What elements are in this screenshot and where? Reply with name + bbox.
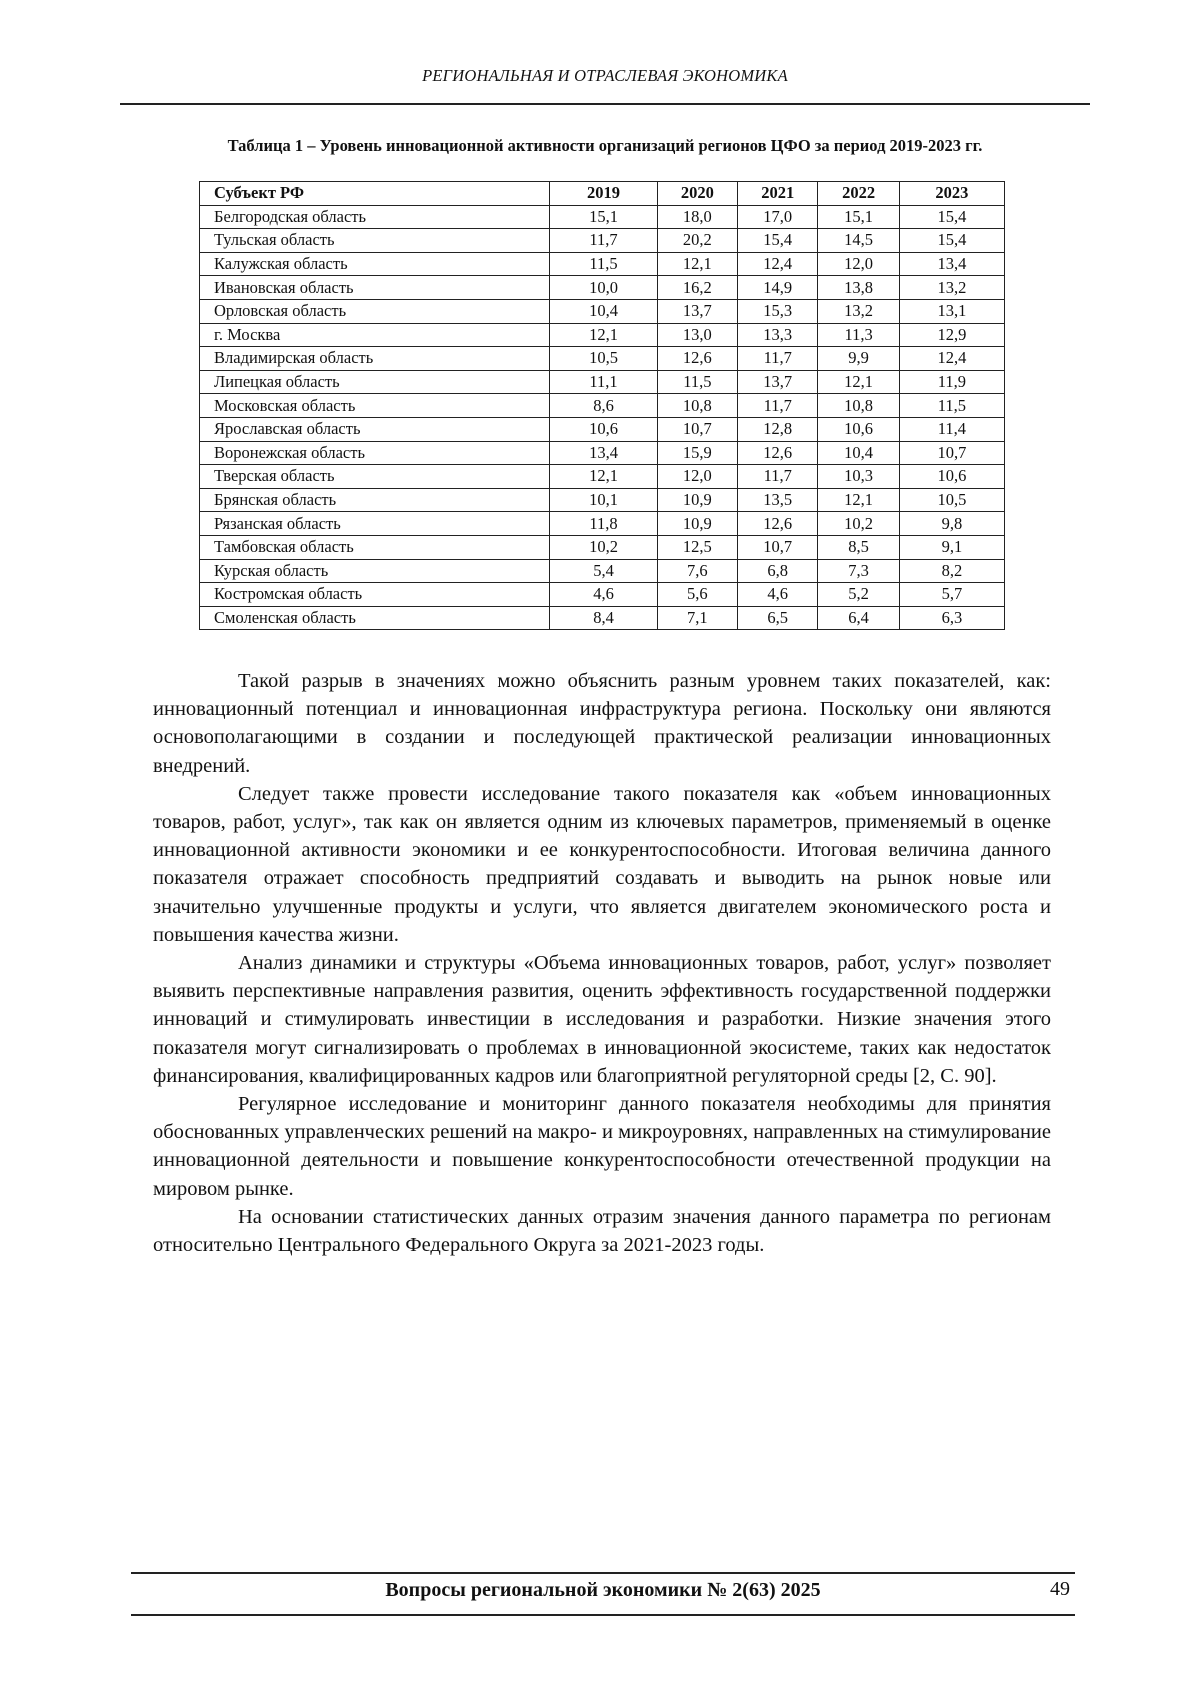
value-cell: 6,3 (899, 606, 1004, 630)
value-cell: 15,9 (657, 441, 737, 465)
region-cell: Московская область (200, 394, 550, 418)
value-cell: 12,0 (657, 465, 737, 489)
table-body (200, 205, 1005, 630)
table-row (200, 535, 1005, 559)
value-cell: 7,6 (657, 559, 737, 583)
value-cell: 5,4 (550, 559, 657, 583)
value-cell: 10,9 (657, 488, 737, 512)
value-cell: 12,1 (550, 465, 657, 489)
region-cell: Липецкая область (200, 370, 550, 394)
value-cell: 10,1 (550, 488, 657, 512)
value-cell: 17,0 (738, 205, 818, 229)
table-row (200, 559, 1005, 583)
region-cell: Владимирская область (200, 347, 550, 371)
region-cell: Тульская область (200, 229, 550, 253)
region-cell: Белгородская область (200, 205, 550, 229)
value-cell: 7,1 (657, 606, 737, 630)
value-cell: 10,0 (550, 276, 657, 300)
region-cell: Тамбовская область (200, 535, 550, 559)
value-cell: 12,6 (738, 512, 818, 536)
value-cell: 10,5 (899, 488, 1004, 512)
value-cell: 10,4 (550, 299, 657, 323)
value-cell: 9,1 (899, 535, 1004, 559)
column-header: 2020 (657, 182, 737, 206)
value-cell: 10,5 (550, 347, 657, 371)
value-cell: 13,5 (738, 488, 818, 512)
page-number: 49 (1050, 1578, 1070, 1600)
innovation-activity-table (199, 181, 1005, 630)
value-cell: 20,2 (657, 229, 737, 253)
value-cell: 10,7 (738, 535, 818, 559)
value-cell: 4,6 (738, 583, 818, 607)
value-cell: 8,6 (550, 394, 657, 418)
value-cell: 13,3 (738, 323, 818, 347)
value-cell: 12,1 (657, 252, 737, 276)
value-cell: 13,8 (818, 276, 899, 300)
table-row (200, 370, 1005, 394)
region-cell: Рязанская область (200, 512, 550, 536)
region-cell: Орловская область (200, 299, 550, 323)
value-cell: 10,7 (899, 441, 1004, 465)
table-caption: Таблица 1 – Уровень инновационной активности организаций регионов ЦФО за период 2019-2023 гг. (227, 136, 983, 155)
value-cell: 12,6 (657, 347, 737, 371)
value-cell: 12,1 (550, 323, 657, 347)
value-cell: 12,1 (818, 370, 899, 394)
value-cell: 13,4 (899, 252, 1004, 276)
value-cell: 10,4 (818, 441, 899, 465)
region-cell: Калужская область (200, 252, 550, 276)
value-cell: 13,1 (899, 299, 1004, 323)
value-cell: 11,7 (550, 229, 657, 253)
value-cell: 10,6 (899, 465, 1004, 489)
value-cell: 13,0 (657, 323, 737, 347)
value-cell: 6,8 (738, 559, 818, 583)
value-cell: 8,2 (899, 559, 1004, 583)
column-header: Субъект РФ (200, 182, 550, 206)
table-row (200, 512, 1005, 536)
value-cell: 6,4 (818, 606, 899, 630)
value-cell: 7,3 (818, 559, 899, 583)
value-cell: 12,5 (657, 535, 737, 559)
table-row (200, 229, 1005, 253)
value-cell: 10,8 (818, 394, 899, 418)
value-cell: 15,1 (818, 205, 899, 229)
value-cell: 13,2 (899, 276, 1004, 300)
value-cell: 10,6 (818, 417, 899, 441)
paragraph: Регулярное исследование и мониторинг данного показателя необходимы для принятия обоснованных управленческих решений на макро- и микроуровнях, направленных на стимулирование инновационной деятельности и повышение конкурентоспособности отечественной продукции на мировом рынке. (153, 1093, 1051, 1200)
paragraph: Следует также провести исследование такого показателя как «объем инновационных товаров, работ, услуг», так как он является одним из ключевых параметров, применяемый в оценке инновационной активности экономики и ее конкурентоспособности. Итоговая величина данного показателя отражает способность предприятий создавать и выводить на рынок новые или значительно улучшенные продукты и услуги, что является двигателем экономического роста и повышения качества жизни. (153, 782, 1051, 946)
value-cell: 11,9 (899, 370, 1004, 394)
value-cell: 12,9 (899, 323, 1004, 347)
table-row (200, 488, 1005, 512)
region-cell: Тверская область (200, 465, 550, 489)
value-cell: 11,5 (899, 394, 1004, 418)
table-row (200, 606, 1005, 630)
region-cell: Воронежская область (200, 441, 550, 465)
value-cell: 13,2 (818, 299, 899, 323)
value-cell: 11,5 (550, 252, 657, 276)
value-cell: 13,7 (657, 299, 737, 323)
value-cell: 15,4 (899, 229, 1004, 253)
value-cell: 10,2 (818, 512, 899, 536)
value-cell: 11,1 (550, 370, 657, 394)
value-cell: 10,8 (657, 394, 737, 418)
value-cell: 10,7 (657, 417, 737, 441)
value-cell: 13,7 (738, 370, 818, 394)
table-row (200, 276, 1005, 300)
value-cell: 13,4 (550, 441, 657, 465)
table-row (200, 252, 1005, 276)
value-cell: 5,7 (899, 583, 1004, 607)
value-cell: 11,8 (550, 512, 657, 536)
table-row (200, 465, 1005, 489)
value-cell: 14,9 (738, 276, 818, 300)
table-row (200, 583, 1005, 607)
value-cell: 10,9 (657, 512, 737, 536)
value-cell: 12,8 (738, 417, 818, 441)
value-cell: 5,2 (818, 583, 899, 607)
table-row (200, 441, 1005, 465)
paragraph: Анализ динамики и структуры «Объема инновационных товаров, работ, услуг» позволяет выявить перспективные направления развития, оценить эффективность государственной поддержки инноваций и стимулировать инвестиции в исследования и разработки. Низкие значения этого показателя могут сигнализировать о проблемах в инновационной экосистеме, таких как недостаток финансирования, квалифицированных кадров или благоприятной регуляторной среды [2, С. 90]. (153, 952, 1051, 1087)
value-cell: 18,0 (657, 205, 737, 229)
value-cell: 6,5 (738, 606, 818, 630)
footer-rule-bottom (131, 1614, 1075, 1616)
value-cell: 11,7 (738, 465, 818, 489)
body-text (153, 667, 1051, 1259)
value-cell: 14,5 (818, 229, 899, 253)
value-cell: 5,6 (657, 583, 737, 607)
region-cell: Ивановская область (200, 276, 550, 300)
paragraph: На основании статистических данных отразим значения данного параметра по регионам относительно Центрального Федерального Округа за 2021-2023 годы. (153, 1205, 1051, 1257)
value-cell: 8,5 (818, 535, 899, 559)
header-rule (120, 103, 1090, 105)
value-cell: 11,3 (818, 323, 899, 347)
value-cell: 15,3 (738, 299, 818, 323)
value-cell: 10,6 (550, 417, 657, 441)
region-cell: Смоленская область (200, 606, 550, 630)
region-cell: Брянская область (200, 488, 550, 512)
value-cell: 9,8 (899, 512, 1004, 536)
value-cell: 15,4 (738, 229, 818, 253)
region-cell: г. Москва (200, 323, 550, 347)
region-cell: Костромская область (200, 583, 550, 607)
table-header-row (200, 182, 1005, 206)
column-header: 2021 (738, 182, 818, 206)
paragraph: Такой разрыв в значениях можно объяснить разным уровнем таких показателей, как: инновационный потенциал и инновационная инфраструктура региона. Поскольку они являются основополагающими в создании и последующей практической реализации инновационных внедрений. (153, 670, 1051, 777)
value-cell: 15,4 (899, 205, 1004, 229)
value-cell: 12,4 (738, 252, 818, 276)
value-cell: 12,1 (818, 488, 899, 512)
footer-rule-top (131, 1572, 1075, 1574)
table-row (200, 417, 1005, 441)
value-cell: 9,9 (818, 347, 899, 371)
region-cell: Курская область (200, 559, 550, 583)
value-cell: 12,6 (738, 441, 818, 465)
value-cell: 11,5 (657, 370, 737, 394)
footer-journal-title: Вопросы региональной экономики № 2(63) 2025 (385, 1579, 821, 1601)
column-header: 2023 (899, 182, 1004, 206)
table-row (200, 347, 1005, 371)
value-cell: 10,3 (818, 465, 899, 489)
running-header: РЕГИОНАЛЬНАЯ И ОТРАСЛЕВАЯ ЭКОНОМИКА (422, 66, 788, 85)
column-header: 2019 (550, 182, 657, 206)
table-row (200, 299, 1005, 323)
value-cell: 11,4 (899, 417, 1004, 441)
value-cell: 11,7 (738, 394, 818, 418)
value-cell: 8,4 (550, 606, 657, 630)
column-header: 2022 (818, 182, 899, 206)
value-cell: 10,2 (550, 535, 657, 559)
table-row (200, 205, 1005, 229)
value-cell: 12,0 (818, 252, 899, 276)
value-cell: 16,2 (657, 276, 737, 300)
value-cell: 15,1 (550, 205, 657, 229)
value-cell: 12,4 (899, 347, 1004, 371)
value-cell: 4,6 (550, 583, 657, 607)
table-row (200, 394, 1005, 418)
table-row (200, 323, 1005, 347)
region-cell: Ярославская область (200, 417, 550, 441)
value-cell: 11,7 (738, 347, 818, 371)
